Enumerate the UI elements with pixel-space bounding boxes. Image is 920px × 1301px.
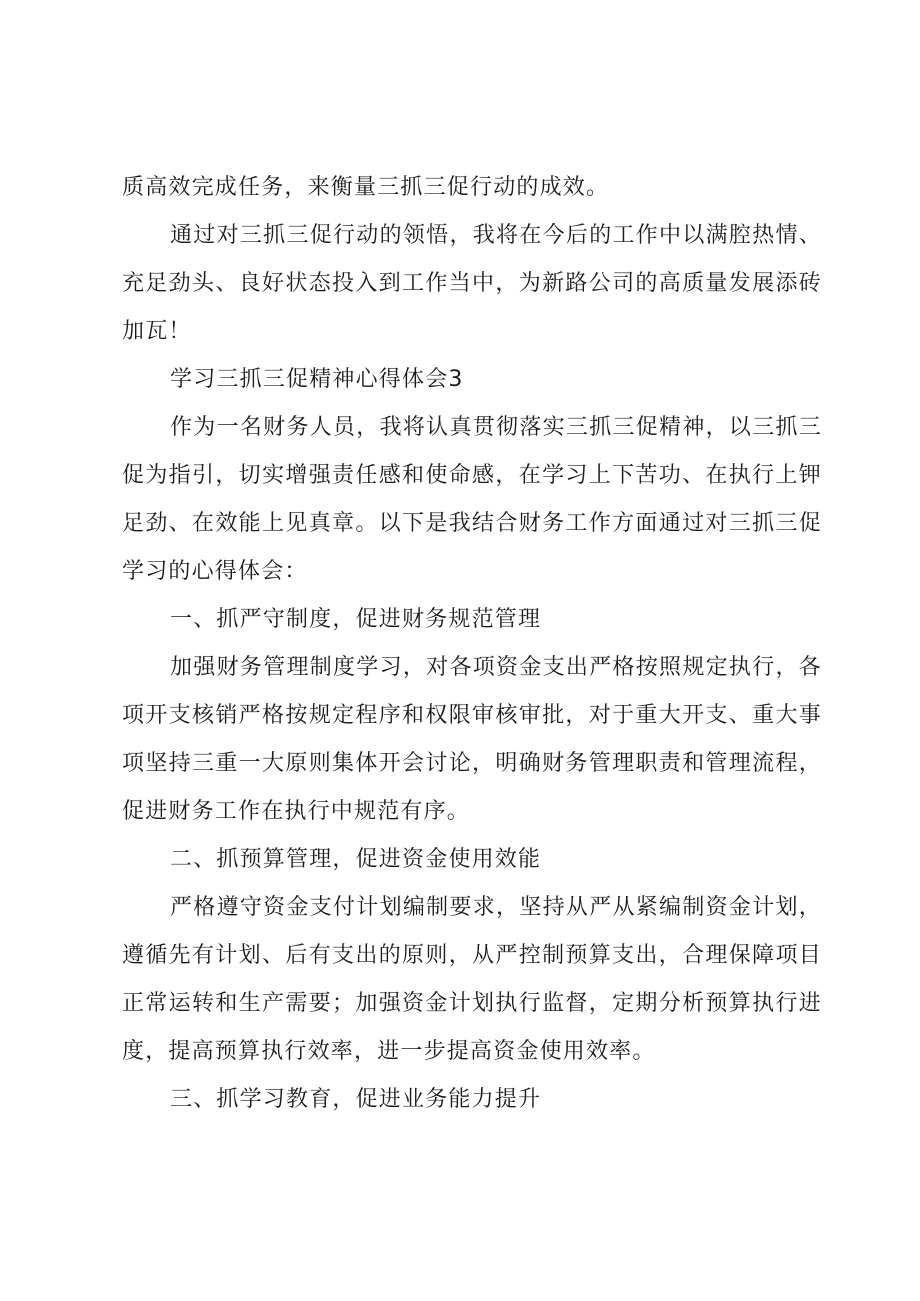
- paragraph-two: 严格遵守资金支付计划编制要求，坚持从严从紧编制资金计划，遵循先有计划、后有支出的原则，从严控制预算支出，合理保障项目正常运转和生产需要；加强资金计划执行监督，定期分析预算执行进度，提高预算执行效率，进一步提高资金使用效率。: [122, 895, 822, 1064]
- paragraph-continuation: 质高效完成任务，来衡量三抓三促行动的成效。: [122, 175, 610, 200]
- document-body: [122, 164, 822, 1124]
- heading-two: 二、抓预算管理，促进资金使用效能: [170, 847, 542, 872]
- paragraph-conclusion: 通过对三抓三促行动的领悟，我将在今后的工作中以满腔热情、充足劲头、良好状态投入到工作当中，为新路公司的高质量发展添砖加瓦！: [122, 223, 822, 344]
- heading-one: 一、抓严守制度，促进财务规范管理: [170, 607, 542, 632]
- heading-three: 三、抓学习教育，促进业务能力提升: [170, 1087, 542, 1112]
- paragraph-one: 加强财务管理制度学习，对各项资金支出严格按照规定执行，各项开支核销严格按规定程序和权限审核审批，对于重大开支、重大事项坚持三重一大原则集体开会讨论，明确财务管理职责和管理流程，促进财务工作在执行中规范有序。: [122, 655, 822, 824]
- section-title: 学习三抓三促精神心得体会3: [170, 367, 464, 392]
- paragraph-intro: 作为一名财务人员，我将认真贯彻落实三抓三促精神，以三抓三促为指引，切实增强责任感和使命感，在学习上下苦功、在执行上钾足劲、在效能上见真章。以下是我结合财务工作方面通过对三抓三促学习的心得体会：: [122, 415, 822, 584]
